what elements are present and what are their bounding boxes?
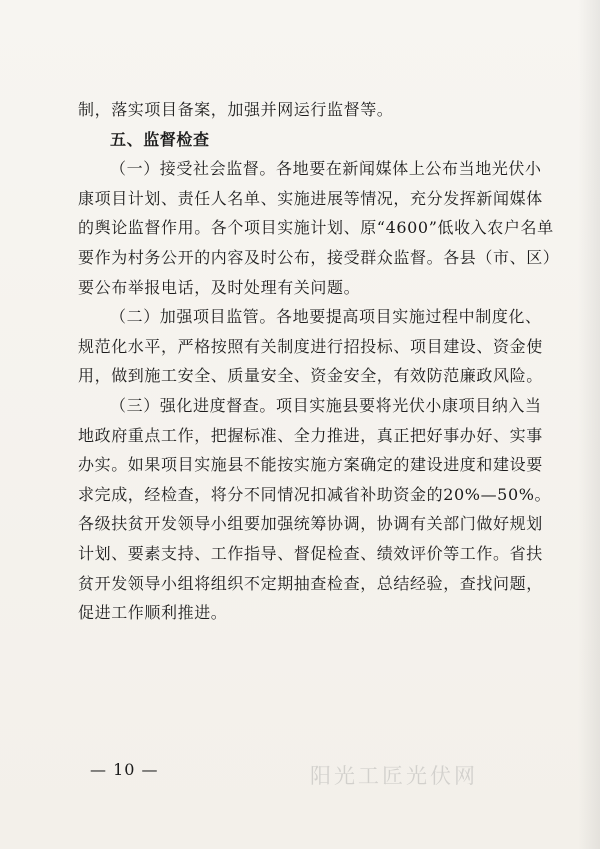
page-number: — 10 —	[90, 760, 159, 779]
paragraph-1-first-line	[78, 154, 542, 184]
section-heading: 五、监督检查	[110, 129, 210, 149]
document-body	[78, 95, 560, 628]
paragraph-2-first-line	[78, 302, 542, 332]
paragraph-3-line-5: 各级扶贫开发领导小组要加强统筹协调，协调有关部门做好规划	[78, 514, 543, 534]
paragraph-3-line-1: 项目实施县要将光伏小康项目纳入当	[276, 395, 542, 415]
paragraph-1-line-5: 要公布举报电话，及时处理有关问题。	[78, 277, 361, 297]
paragraph-2-line-1: 各地要提高项目实施过程中制度化、	[276, 307, 542, 327]
paragraph-3-line-3: 办实。如果项目实施县不能按实施方案确定的建设进度和建设要	[78, 455, 543, 475]
paragraph-3-lead: （三）强化进度督查。	[110, 395, 277, 415]
watermark: 阳光工匠光伏网	[310, 764, 478, 788]
paragraph-3-line-4: 求完成，经检查，将分不同情况扣减省补助资金的20%—50%。	[78, 484, 552, 504]
paragraph-1-lead: （一）接受社会监督。	[110, 159, 277, 179]
scan-edge-shadow	[578, 0, 600, 849]
paragraph-2-lead: （二）加强项目监管。	[110, 307, 277, 327]
paragraph-2-line-3: 用，做到施工安全、质量安全、资金安全，有效防范廉政风险。	[78, 366, 543, 386]
paragraph-1-line-3: 的舆论监督作用。各个项目实施计划、原“4600”低收入农户名单	[78, 218, 554, 238]
paragraph-1-line-1: 各地要在新闻媒体上公布当地光伏小	[276, 159, 542, 179]
paragraph-3-line-6: 计划、要素支持、工作指导、督促检查、绩效评价等工作。省扶	[78, 543, 543, 563]
paragraph-3-line-8: 促进工作顺利推进。	[78, 603, 228, 623]
paragraph-3-first-line	[78, 391, 542, 421]
text-line: 制，落实项目备案，加强并网运行监督等。	[78, 100, 394, 119]
paragraph-3-line-7: 贫开发领导小组将组织不定期抽查检查，总结经验，查找问题，	[78, 573, 543, 593]
paragraph-3-line-2: 地政府重点工作，把握标准、全力推进，真正把好事办好、实事	[78, 425, 543, 445]
paragraph-2-line-2: 规范化水平，严格按照有关制度进行招投标、项目建设、资金使	[78, 336, 543, 356]
paragraph-1-line-4: 要作为村务公开的内容及时公布，接受群众监督。各县（市、区）	[78, 247, 560, 267]
paragraph-1-line-2: 康项目计划、责任人名单、实施进展等情况，充分发挥新闻媒体	[78, 188, 543, 208]
